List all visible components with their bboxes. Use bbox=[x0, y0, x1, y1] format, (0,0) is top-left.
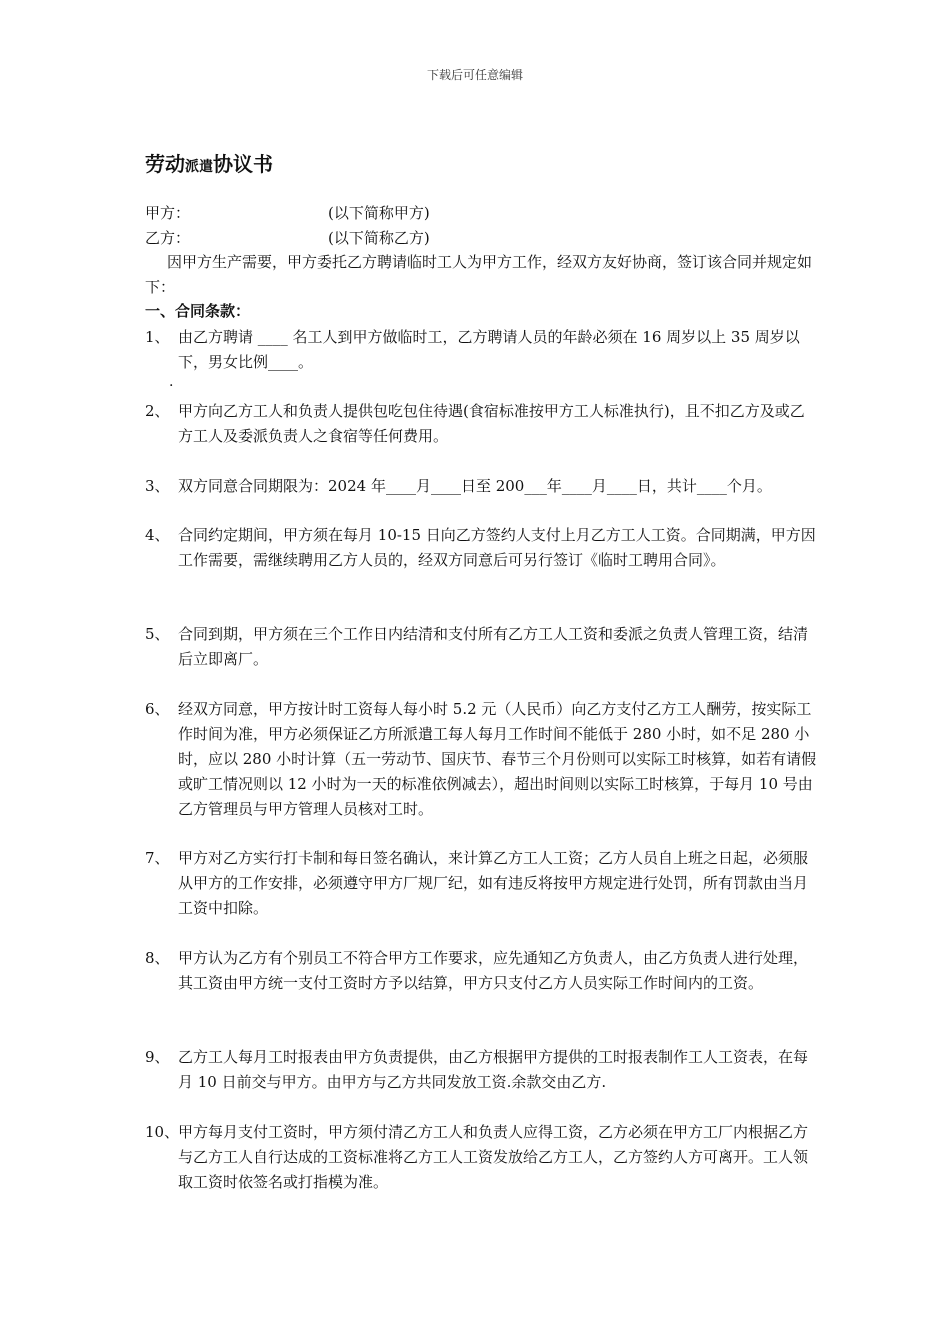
clause-number: 7、 bbox=[145, 849, 170, 867]
clause-number: 3、 bbox=[145, 477, 170, 495]
party-a-label: 甲方： bbox=[145, 204, 191, 222]
title-part-3: 协议书 bbox=[213, 152, 273, 176]
clause-number: 10、 bbox=[145, 1123, 180, 1141]
clause-text: 甲方向乙方工人和负责人提供包吃包住待遇(食宿标准按甲方工人标准执行)，且不扣乙方及或乙方工人及委派负责人之食宿等任何费用。 bbox=[178, 402, 805, 445]
clause-3 bbox=[145, 474, 817, 499]
clause-text: 合同约定期间，甲方须在每月 10-15 日向乙方签约人支付上月乙方工人工资。合同期满，甲方因工作需要，需继续聘用乙方人员的，经双方同意后可另行签订《临时工聘用合同》。 bbox=[178, 526, 816, 569]
party-b-note: (以下简称乙方) bbox=[328, 229, 430, 247]
clause-9 bbox=[145, 1045, 817, 1095]
clause-text: 甲方认为乙方有个别员工不符合甲方工作要求，应先通知乙方负责人，由乙方负责人进行处理，其工资由甲方统一支付工资时方予以结算，甲方只支付乙方人员实际工作时间内的工资。 bbox=[178, 949, 809, 992]
party-b-line bbox=[145, 227, 430, 248]
clause-number: 1、 bbox=[145, 328, 170, 346]
clause-text: 甲方每月支付工资时，甲方须付清乙方工人和负责人应得工资，乙方必须在甲方工厂内根据乙方与乙方工人自行达成的工资标准将乙方工人工资发放给乙方工人，乙方签约人方可离开。工人领取工资时依签名或打指模为准。 bbox=[178, 1123, 809, 1191]
clause-4 bbox=[145, 523, 817, 573]
clause-number: 2、 bbox=[145, 402, 170, 420]
clause-5 bbox=[145, 622, 817, 672]
clause-8 bbox=[145, 946, 817, 996]
clause-text: 乙方工人每月工时报表由甲方负责提供，由乙方根据甲方提供的工时报表制作工人工资表，在每月 10 日前交与甲方。由甲方与乙方共同发放工资.余款交由乙方. bbox=[178, 1048, 809, 1091]
document-title bbox=[145, 148, 273, 177]
title-part-1: 劳动 bbox=[145, 152, 185, 176]
clause-number: 4、 bbox=[145, 526, 170, 544]
clause-number: 5、 bbox=[145, 625, 170, 643]
stray-dot: . bbox=[169, 374, 174, 390]
clause-number: 8、 bbox=[145, 949, 170, 967]
clause-1 bbox=[145, 325, 817, 375]
title-part-2: 派遣 bbox=[185, 159, 213, 175]
party-b-label: 乙方： bbox=[145, 229, 191, 247]
clause-7 bbox=[145, 846, 817, 921]
party-a-line bbox=[145, 202, 430, 223]
intro-paragraph: 因甲方生产需要，甲方委托乙方聘请临时工人为甲方工作，经双方友好协商，签订该合同并规定如下： bbox=[145, 253, 813, 296]
clause-text: 由乙方聘请 ____ 名工人到甲方做临时工，乙方聘请人员的年龄必须在 16 周岁以上 35 周岁以下，男女比例____。 bbox=[178, 328, 800, 371]
header-note: 下载后可任意编辑 bbox=[426, 68, 523, 82]
clause-text: 合同到期，甲方须在三个工作日内结清和支付所有乙方工人工资和委派之负责人管理工资，结清后立即离厂。 bbox=[178, 625, 809, 668]
section-heading: 一、合同条款： bbox=[145, 302, 251, 320]
clause-6 bbox=[145, 697, 817, 822]
clause-number: 6、 bbox=[145, 700, 170, 718]
clause-text: 双方同意合同期限为：2024 年____月____日至 200___年____月____日，共计____个月。 bbox=[178, 477, 772, 495]
clause-text: 经双方同意，甲方按计时工资每人每小时 5.2 元（人民币）向乙方支付乙方工人酬劳，按实际工作时间为准，甲方必须保证乙方所派遣工每人每月工作时间不能低于 280 小时，如不足 280 小时，应以 280 小时计算（五一劳动节、国庆节、春节三个月份则可以实际工时核算，如若有请假或旷工情况则以 12 小时为一天的标准依例减去），超出时间则以实际工时核算，于每月 10 号由乙方管理员与甲方管理人员核对工时。 bbox=[178, 700, 817, 818]
clause-2 bbox=[145, 399, 817, 449]
clause-10 bbox=[145, 1120, 817, 1195]
clause-number: 9、 bbox=[145, 1048, 170, 1066]
clause-text: 甲方对乙方实行打卡制和每日签名确认，来计算乙方工人工资；乙方人员自上班之日起，必须服从甲方的工作安排，必须遵守甲方厂规厂纪，如有违反将按甲方规定进行处罚，所有罚款由当月工资中扣除。 bbox=[178, 849, 809, 917]
party-a-note: (以下简称甲方) bbox=[328, 204, 430, 222]
